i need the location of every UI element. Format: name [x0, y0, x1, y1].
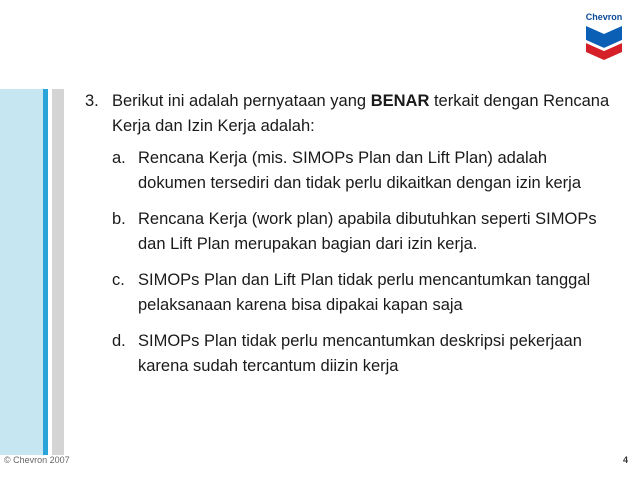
- page-number: 4: [622, 455, 628, 465]
- option-b: [112, 207, 625, 257]
- copyright-text: © Chevron 2007: [4, 455, 70, 465]
- option-letter: c.: [112, 271, 125, 289]
- chevron-logo: [580, 12, 628, 64]
- option-text: Rencana Kerja (work plan) apabila dibutuhkan seperti SIMOPs dan Lift Plan merupakan bagian dari izin kerja.: [138, 210, 597, 253]
- question-text-before: Berikut ini adalah pernyataan yang: [112, 92, 371, 110]
- option-letter: a.: [112, 149, 126, 167]
- option-text: SIMOPs Plan tidak perlu mencantumkan deskripsi pekerjaan karena sudah tercantum diizin kerja: [138, 332, 582, 375]
- option-c: [112, 268, 625, 318]
- question-number: 3.: [85, 92, 99, 110]
- question-block: [85, 89, 625, 390]
- option-letter: d.: [112, 332, 126, 350]
- question-row: [85, 89, 625, 139]
- question-text-bold: BENAR: [370, 92, 430, 110]
- question-text-after: terkait dengan Rencana Kerja dan Izin Kerja adalah:: [112, 92, 610, 135]
- chevron-shield-icon: [584, 24, 624, 62]
- side-panel: [0, 89, 43, 455]
- side-line-gray: [52, 89, 64, 455]
- option-a: [112, 146, 625, 196]
- logo-wordmark: Chevron: [585, 12, 623, 22]
- side-line-blue: [43, 89, 48, 455]
- question-text: [112, 89, 612, 139]
- answer-options: [112, 146, 625, 379]
- option-text: SIMOPs Plan dan Lift Plan tidak perlu mencantumkan tanggal pelaksanaan karena bisa dipakai kapan saja: [138, 271, 591, 314]
- option-letter: b.: [112, 210, 126, 228]
- option-text: Rencana Kerja (mis. SIMOPs Plan dan Lift Plan) adalah dokumen tersediri dan tidak perlu dikaitkan dengan izin kerja: [138, 149, 582, 192]
- option-d: [112, 329, 625, 379]
